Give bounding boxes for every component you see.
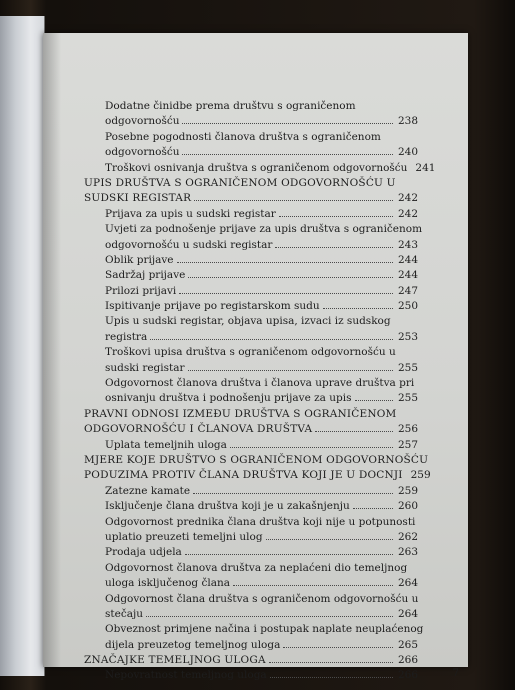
toc-entry-line (105, 391, 418, 406)
toc-entry-line (84, 176, 418, 191)
toc-entry-title: Prijava za upis u sudski registar (105, 207, 276, 220)
toc-entry (84, 515, 418, 546)
toc-entry-title: Troškovi osnivanja društva s ograničenom odgovornošću (105, 161, 408, 174)
toc-entry-title: Posebne pogodnosti članova društva s ograničenom (105, 130, 381, 143)
toc-entry-title: PRAVNI ODNOSI IZMEĐU DRUŠTVA S OGRANIČENOM (84, 407, 397, 420)
toc-page-number: 243 (397, 238, 418, 251)
toc-page-number: 241 (415, 161, 436, 174)
toc-page-number: 257 (397, 438, 418, 451)
toc-entry-title: MJERE KOJE DRUŠTVO S OGRANIČENOM ODGOVORNOŠĆU (84, 453, 429, 466)
dot-leader (194, 191, 393, 201)
toc-page-number: 242 (397, 207, 418, 220)
toc-entry-title: odgovornošću (105, 146, 180, 159)
toc-entry-title: Odgovornost prednika člana društva koji nije u potpunosti (105, 515, 416, 528)
toc-section-heading (84, 453, 431, 484)
toc-entry (84, 376, 418, 407)
page-number: 7 (452, 667, 459, 679)
toc-entry-line (105, 222, 423, 237)
toc-entry-line (105, 145, 418, 160)
toc-entry-line (105, 438, 418, 453)
toc-entry (84, 161, 436, 176)
toc-entry-title: dijela preuzetog temeljnog uloga (105, 638, 281, 651)
toc-entry-line (84, 407, 418, 422)
dot-leader (353, 499, 393, 509)
toc-page-number: 259 (397, 484, 418, 497)
dot-leader (188, 361, 393, 371)
toc-entry-line (105, 330, 418, 345)
toc-entry (84, 438, 418, 453)
toc-entry (84, 592, 418, 623)
toc-page-number: 238 (397, 115, 418, 128)
toc-entry-line (105, 576, 418, 591)
toc-entry-line (105, 515, 418, 530)
toc-entry-line (105, 284, 418, 299)
toc-entry-title: Dodatne činidbe prema društvu s ograničenom (105, 100, 356, 112)
toc-entry-title: Prilozi prijavi (105, 284, 177, 297)
toc-entry (84, 484, 418, 499)
toc-page-number: 262 (397, 530, 418, 543)
toc-entry-title: PODUZIMA PROTIV ČLANA DRUŠTVA KOJI JE U DOCNJI (84, 469, 403, 482)
toc-page-number: 266 (397, 669, 418, 682)
dot-leader (177, 253, 393, 263)
toc-entry-title: ZNAČAJKE TEMELJNOG ULOGA (84, 654, 266, 667)
dot-leader (182, 114, 393, 124)
toc-entry-title: osnivanju društva i podnošenju prijave za upis (105, 392, 352, 405)
toc-entry-line (105, 592, 418, 607)
dot-leader (275, 238, 393, 248)
toc-entry-title: Ispitivanje prijave po registarskom sudu (105, 300, 320, 313)
toc-entry-line (105, 607, 418, 622)
toc-entry (84, 253, 418, 268)
dot-leader (233, 576, 393, 586)
toc-entry (84, 314, 418, 345)
toc-page-number: 265 (397, 638, 418, 651)
toc-entry-title: ODGOVORNOŠĆU I ČLANOVA DRUŠTVA (84, 423, 313, 436)
toc-entry-line (105, 499, 418, 514)
toc-entry (84, 561, 418, 592)
toc-entry-line (105, 361, 418, 376)
toc-entry-line (105, 376, 418, 391)
dot-leader (323, 299, 393, 309)
toc-entry-line (105, 99, 418, 114)
toc-entry-line (105, 161, 436, 176)
toc-entry-title: Zatezne kamate (105, 484, 191, 497)
toc-page-number: 240 (397, 146, 418, 159)
toc-entry-title: registra (105, 330, 148, 343)
toc-entry (84, 268, 418, 283)
dot-leader (279, 207, 393, 217)
toc-entry-title: uloga isključenog člana (105, 577, 231, 590)
toc-entry-line (105, 638, 418, 653)
toc-entry-line (105, 114, 418, 129)
toc-page-number: 255 (397, 361, 418, 374)
toc-entry-title: Oblik prijave (105, 253, 174, 266)
toc-entry-line (105, 207, 418, 222)
page-gutter-shadow (43, 33, 61, 667)
toc-page-number: 259 (410, 469, 431, 482)
toc-entry (84, 622, 424, 653)
toc-section-heading (84, 176, 418, 207)
toc-page-number: 250 (397, 300, 418, 313)
toc-entry-title: Prodaja udjela (105, 546, 182, 559)
toc-page-number: 266 (397, 654, 418, 667)
toc-entry-title: SUDSKI REGISTAR (84, 192, 192, 205)
toc-entry-title: Uvjeti za podnošenje prijave za upis društva s ograničenom (105, 223, 423, 236)
toc-entry-title: Nepovratnost temeljnog uloga (105, 669, 267, 682)
dot-leader (146, 607, 393, 617)
dot-leader (315, 422, 393, 432)
toc-entry-line (105, 314, 418, 329)
toc-section-heading (84, 653, 418, 668)
toc-entry-title: stečaju (105, 607, 143, 620)
toc-entry-line (105, 299, 418, 314)
toc-entry-line (105, 345, 418, 360)
toc-entry-line (84, 453, 429, 468)
dot-leader (269, 653, 393, 663)
toc-entry (84, 130, 418, 161)
toc-entry-title: Troškovi upisa društva s ograničenom odgovornošću u (105, 346, 396, 359)
toc-entry-line (105, 545, 418, 560)
cover-edge-marks (2, 486, 14, 646)
toc-page-number: 253 (397, 330, 418, 343)
dot-leader (283, 638, 393, 648)
adjacent-book-cover (0, 16, 45, 676)
toc-page-number: 247 (397, 284, 418, 297)
dot-leader (230, 438, 393, 448)
dot-leader (355, 391, 393, 401)
dot-leader (182, 145, 393, 155)
toc-entry (84, 299, 418, 314)
toc-entry-line (84, 422, 418, 437)
toc-entry-title: Upis u sudski registar, objava upisa, izvaci iz sudskog (105, 315, 391, 328)
toc-entry-title: uplatio preuzeti temeljni ulog (105, 530, 263, 543)
toc-entry-line (105, 484, 418, 499)
toc-entry-title: Odgovornost članova društva za neplaćeni dio temeljnog (105, 561, 408, 574)
toc-entry (84, 668, 418, 683)
toc-entry-line (105, 238, 418, 253)
dot-leader (188, 268, 393, 278)
toc-entry (84, 99, 418, 130)
toc-entry-line (105, 561, 418, 576)
dot-leader (150, 330, 393, 340)
toc-entry-line (84, 468, 431, 483)
toc-page-number: 255 (397, 392, 418, 405)
toc-page-number: 264 (397, 607, 418, 620)
table-of-contents (84, 99, 436, 684)
toc-entry-title: Odgovornost članova društva i članova uprave društva pri (105, 377, 415, 390)
toc-entry-title: odgovornošću (105, 115, 180, 128)
toc-page-number: 244 (397, 269, 418, 282)
toc-entry-title: Uplata temeljnih uloga (105, 438, 227, 451)
toc-page-number: 256 (397, 423, 418, 436)
toc-entry-line (105, 668, 418, 683)
toc-entry-title: Obveznost primjene načina i postupak naplate neuplaćenog (105, 623, 424, 636)
toc-entry (84, 284, 418, 299)
toc-entry-line (105, 130, 418, 145)
toc-page-number: 264 (397, 577, 418, 590)
toc-entry-title: odgovornošću u sudski registar (105, 238, 273, 251)
toc-entry (84, 499, 418, 514)
toc-entry-title: Sadržaj prijave (105, 269, 186, 282)
dot-leader (270, 668, 393, 678)
toc-page-number: 244 (397, 253, 418, 266)
toc-entry-title: Odgovornost člana društva s ograničenom odgovornošću u (105, 592, 419, 605)
toc-entry (84, 207, 418, 222)
dot-leader (185, 545, 393, 555)
dot-leader (193, 484, 393, 494)
toc-page-number: 263 (397, 546, 418, 559)
toc-entry-line (105, 622, 424, 637)
toc-entry (84, 345, 418, 376)
toc-entry-title: sudski registar (105, 361, 185, 374)
toc-entry (84, 545, 418, 560)
dot-leader (266, 530, 393, 540)
toc-entry (84, 222, 423, 253)
toc-entry-line (84, 653, 418, 668)
toc-entry-title: UPIS DRUŠTVA S OGRANIČENOM ODGOVORNOŠĆU U (84, 176, 396, 189)
toc-entry-line (84, 191, 418, 206)
toc-entry-line (105, 268, 418, 283)
toc-section-heading (84, 407, 418, 438)
toc-page-number: 242 (397, 192, 418, 205)
toc-page-number: 260 (397, 500, 418, 513)
dot-leader (179, 284, 393, 294)
toc-entry-line (105, 530, 418, 545)
toc-entry-line (105, 253, 418, 268)
toc-entry-title: Isključenje člana društva koji je u zakašnjenju (105, 500, 350, 513)
